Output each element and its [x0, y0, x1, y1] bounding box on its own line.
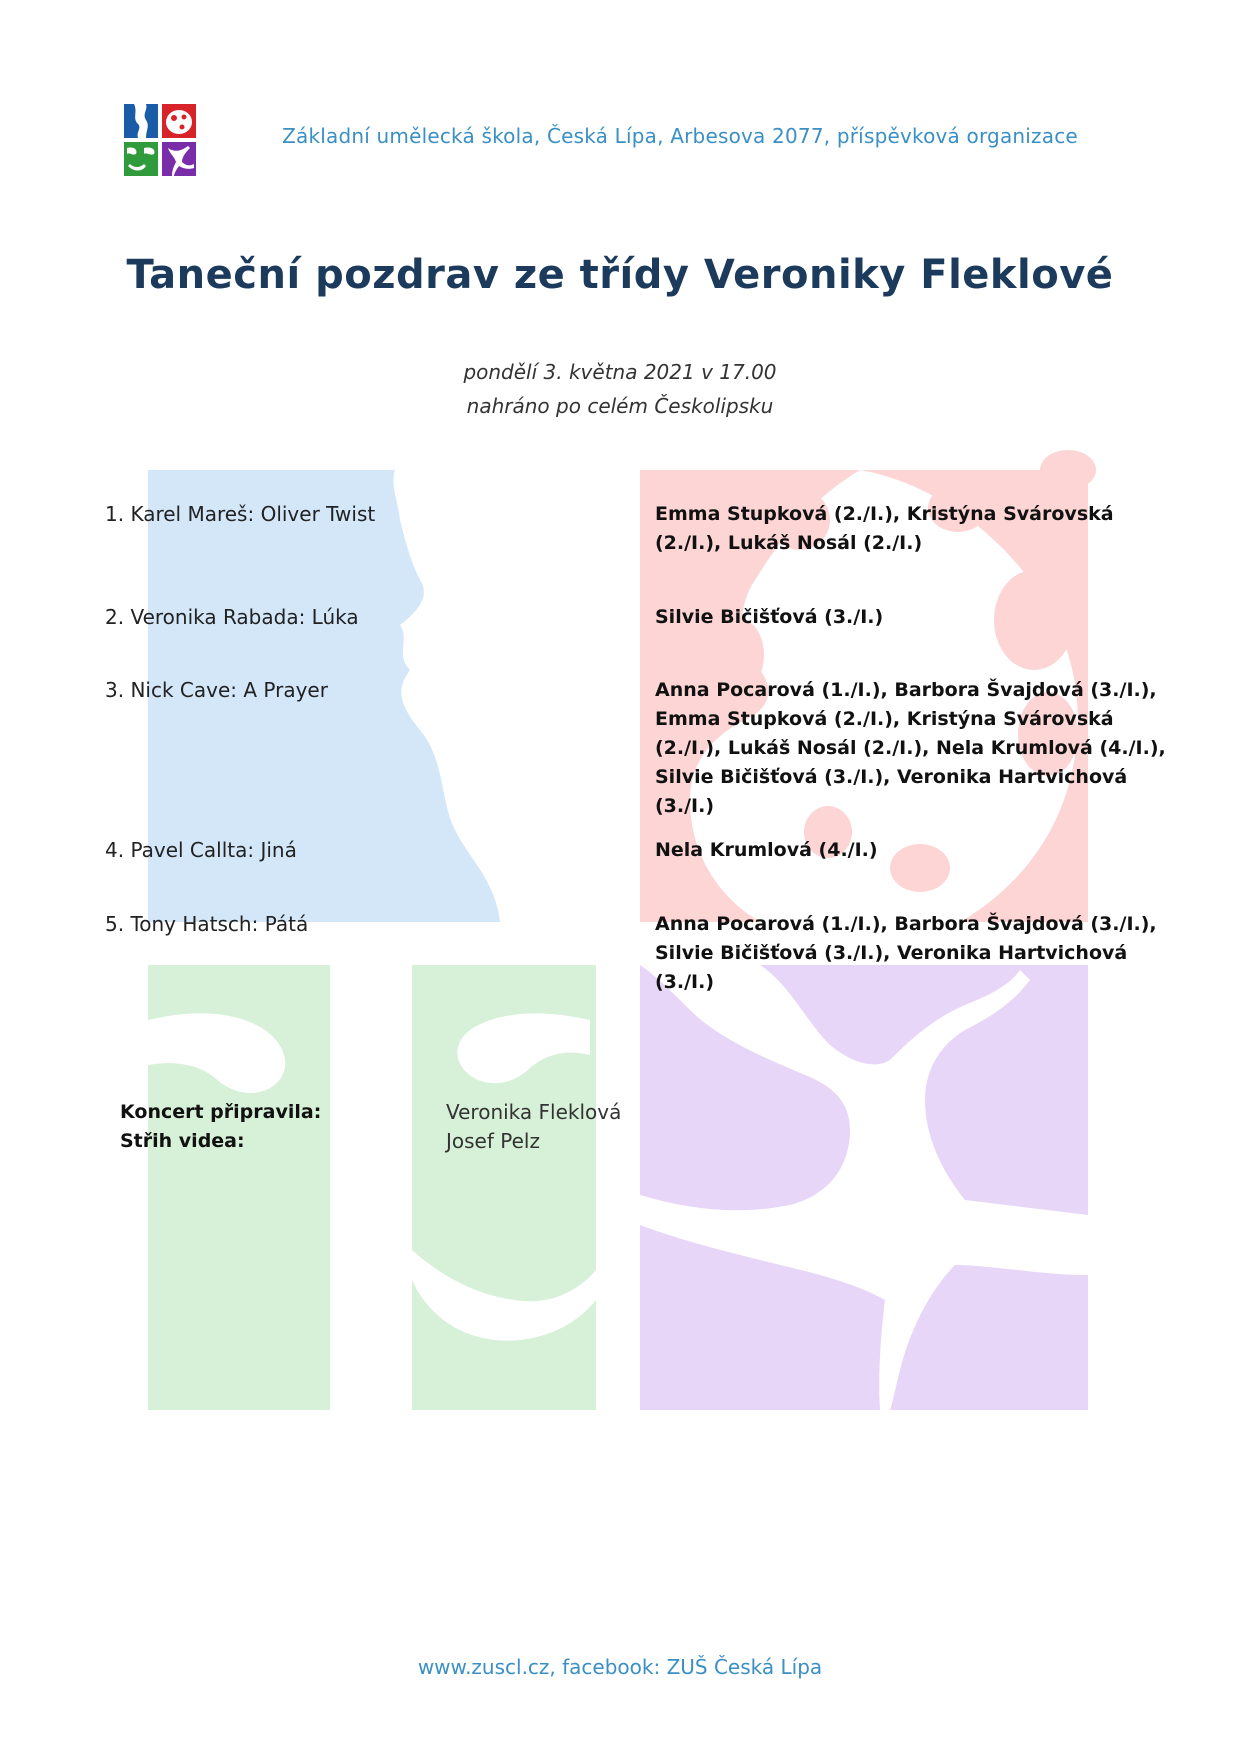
program-item-1: 1. Karel Mareš: Oliver Twist: [105, 502, 376, 526]
green-masks-panel: [148, 965, 596, 1410]
program-item-3: 3. Nick Cave: A Prayer: [105, 678, 328, 702]
program-performers-4: Nela Krumlová (4./I.): [655, 839, 878, 861]
event-date: pondělí 3. května 2021 v 17.00: [463, 360, 777, 384]
program-performers-2: Silvie Bičišťová (3./I.): [655, 606, 884, 628]
video-value: Josef Pelz: [446, 1129, 540, 1153]
program-item-2: 2. Veronika Rabada: Lúka: [105, 605, 359, 629]
program-performers-1: Emma Stupková (2./I.), Kristýna Svárovská (2./I.), Lukáš Nosál (2./I.): [655, 503, 1114, 554]
program-performers-5: Anna Pocarová (1./I.), Barbora Švajdová (3./I.), Silvie Bičišťová (3./I.), Veronika Hartvichová (3./I.): [655, 913, 1157, 993]
footer-links[interactable]: www.zuscl.cz, facebook: ZUŠ Česká Lípa: [417, 1655, 823, 1679]
page-title: Taneční pozdrav ze třídy Veroniky Fleklové: [126, 252, 1114, 298]
credits-labels: [120, 1098, 321, 1156]
event-recorded-note: nahráno po celém Českolipsku: [466, 394, 774, 418]
program-performers-3: Anna Pocarová (1./I.), Barbora Švajdová (3./I.), Emma Stupková (2./I.), Kristýna Svárovská (2./I.), Lukáš Nosál (2./I.), Nela Krumlová (4./I.), Silvie Bičišťová (3./I.), Veronika Hartvichová (3./I.): [655, 679, 1166, 817]
purple-dancer-panel: [640, 965, 1088, 1410]
school-logo: [124, 104, 196, 176]
program-item-5: 5. Tony Hatsch: Pátá: [105, 912, 309, 936]
concert-label: Koncert připravila:: [120, 1101, 322, 1123]
credits-names: [446, 1098, 621, 1156]
concert-value: Veronika Fleklová: [446, 1100, 622, 1124]
school-name: Základní umělecká škola, Česká Lípa, Arbesova 2077, příspěvková organizace: [282, 124, 1078, 148]
program-item-4: 4. Pavel Callta: Jiná: [105, 838, 297, 862]
video-label: Střih videa:: [120, 1130, 245, 1152]
